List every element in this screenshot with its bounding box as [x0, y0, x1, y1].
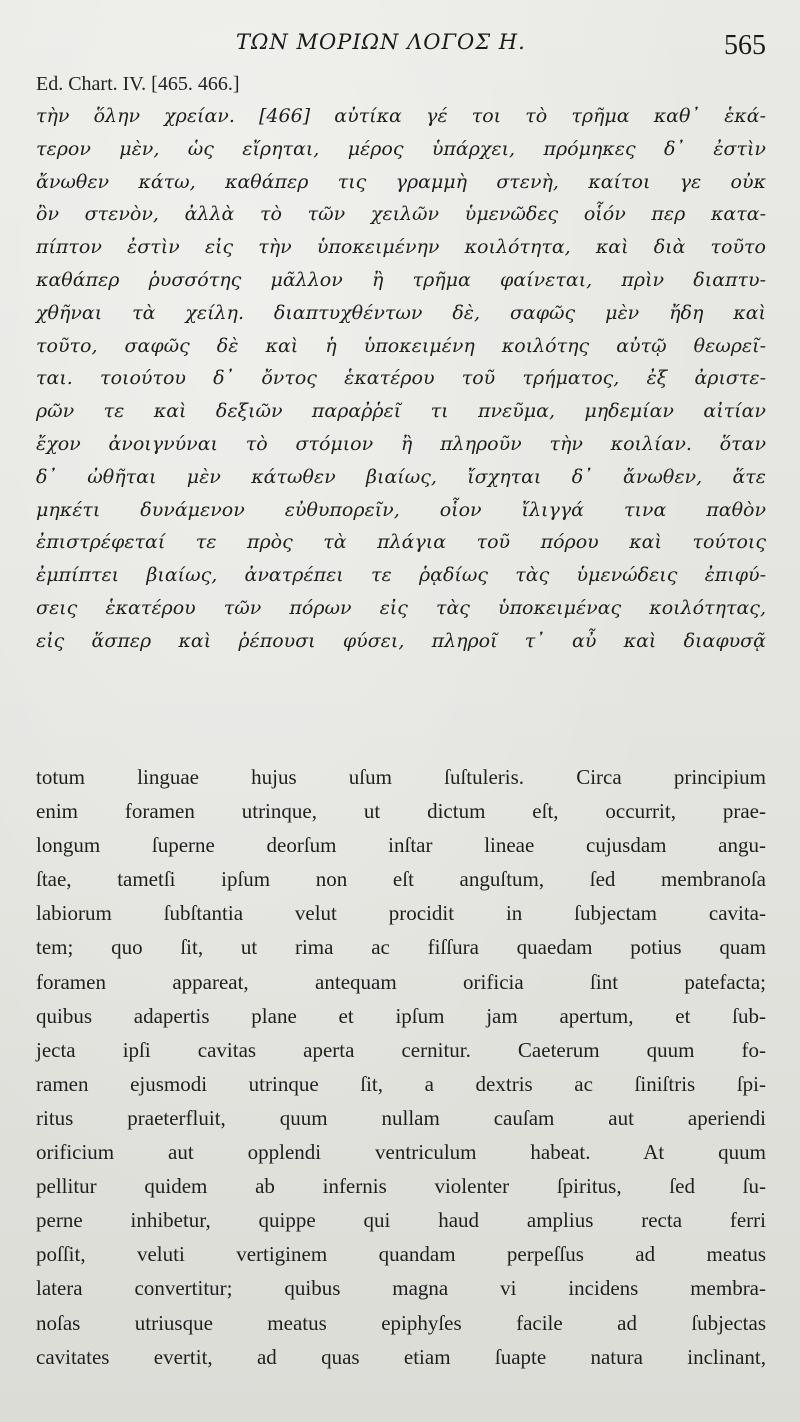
latin-line: ſtae, tametſi ipſum non eſt anguſtum, ſed membranoſa [36, 867, 766, 892]
greek-line: εἰς ἅσπερ καὶ ῥέπουσι φύσει, πληροῖ τ᾽ αὖ καὶ διαφυσᾷ [36, 629, 766, 652]
greek-line: μηκέτι δυνάμενον εὐθυπορεῖν, οἷον ἴλιγγά τινα παθὸν [36, 498, 766, 521]
latin-text-block [36, 760, 766, 1374]
greek-line: τοῦτο, σαφῶς δὲ καὶ ἡ ὑποκειμένη κοιλότης αὐτῷ θεωρεῖ- [36, 334, 766, 357]
latin-line: pellitur quidem ab infernis violenter ſpiritus, ſed ſu- [36, 1174, 766, 1199]
greek-line: δ᾽ ὠθῆται μὲν κάτωθεν βιαίως, ἴσχηται δ᾽ ἄνωθεν, ἅτε [36, 465, 766, 488]
greek-line: σεις ἑκατέρου τῶν πόρων εἰς τὰς ὑποκειμένας κοιλότητας, [36, 596, 766, 619]
latin-line: perne inhibetur, quippe qui haud amplius recta ferri [36, 1208, 766, 1233]
greek-line: ρῶν τε καὶ δεξιῶν παραῤῥεῖ τι πνεῦμα, μηδεμίαν αἰτίαν [36, 400, 766, 423]
greek-line: τὴν ὅλην χρείαν. [466] αὐτίκα γέ τοι τὸ τρῆμα καθ᾽ ἑκά- [36, 105, 766, 127]
page-number: 565 [724, 30, 766, 61]
greek-line: ὂν στενὸν, ἀλλὰ τὸ τῶν χειλῶν ὑμενῶδες οἷόν περ κατα- [36, 203, 766, 226]
latin-line: ritus praeterfluit, quum nullam cauſam aut aperiendi [36, 1105, 766, 1130]
latin-line: poſſit, veluti vertiginem quandam perpeſſus ad meatus [36, 1242, 766, 1267]
latin-line: orificium aut opplendi ventriculum habeat. At quum [36, 1140, 766, 1165]
latin-line: ramen ejusmodi utrinque ſit, a dextris ac ſiniſtris ſpi- [36, 1071, 766, 1096]
greek-line: τερον μὲν, ὡς εἴρηται, μέρος ὑπάρχει, πρόμηκες δ᾽ ἐστὶν [36, 137, 766, 160]
greek-line: καθάπερ ῥυσσότης μᾶλλον ἢ τρῆμα φαίνεται, πρὶν διαπτυ- [36, 268, 766, 291]
greek-line: ἄνωθεν κάτω, καθάπερ τις γραμμὴ στενὴ, καίτοι γε οὐκ [36, 170, 766, 193]
greek-line: ἐπιστρέφεταί τε πρὸς τὰ πλάγια τοῦ πόρου καὶ τούτοις [36, 531, 766, 554]
latin-line: tem; quo ſit, ut rima ac fiſſura quaedam potius quam [36, 935, 766, 960]
greek-line: ἐμπίπτει βιαίως, ἀνατρέπει τε ῥᾳδίως τὰς ὑμενώδεις ἐπιφύ- [36, 564, 766, 587]
page-header [0, 28, 800, 68]
greek-text-block [36, 100, 766, 658]
greek-line: χθῆναι τὰ χείλη. διαπτυχθέντων δὲ, σαφῶς μὲν ἤδη καὶ [36, 301, 766, 324]
greek-line: πίπτον ἐστὶν εἰς τὴν ὑποκειμένην κοιλότητα, καὶ διὰ τοῦτο [36, 236, 766, 259]
bleed-through-mark [380, 706, 740, 714]
latin-line: quibus adapertis plane et ipſum jam apertum, et ſub- [36, 1003, 766, 1028]
latin-line: foramen appareat, antequam orificia ſint patefacta; [36, 969, 766, 994]
greek-line: ἔχον ἀνοιγνύναι τὸ στόμιον ἢ πληροῦν τὴν κοιλίαν. ὅταν [36, 432, 766, 455]
edition-reference: Ed. Chart. IV. [465. 466.] [36, 73, 240, 95]
latin-line: totum linguae hujus uſum ſuſtuleris. Circa principium [36, 765, 766, 789]
latin-line: longum ſuperne deorſum inſtar lineae cujusdam angu- [36, 833, 766, 858]
latin-line: enim foramen utrinque, ut dictum eſt, occurrit, prae- [36, 799, 766, 824]
greek-line: ται. τοιούτου δ᾽ ὄντος ἑκατέρου τοῦ τρήματος, ἐξ ἀριστε- [36, 367, 766, 390]
latin-line: noſas utriusque meatus epiphyſes facile ad ſubjectas [36, 1310, 766, 1335]
running-head: ΤΩΝ ΜΟΡΙΩΝ ΛΟΓΟΣ Η. [236, 30, 526, 54]
latin-line: cavitates evertit, ad quas etiam ſuapte natura inclinant, [36, 1344, 766, 1369]
latin-line: labiorum ſubſtantia velut procidit in ſubjectam cavita- [36, 901, 766, 926]
latin-line: latera convertitur; quibus magna vi incidens membra- [36, 1276, 766, 1301]
latin-line: jecta ipſi cavitas aperta cernitur. Caeterum quum fo- [36, 1037, 766, 1062]
